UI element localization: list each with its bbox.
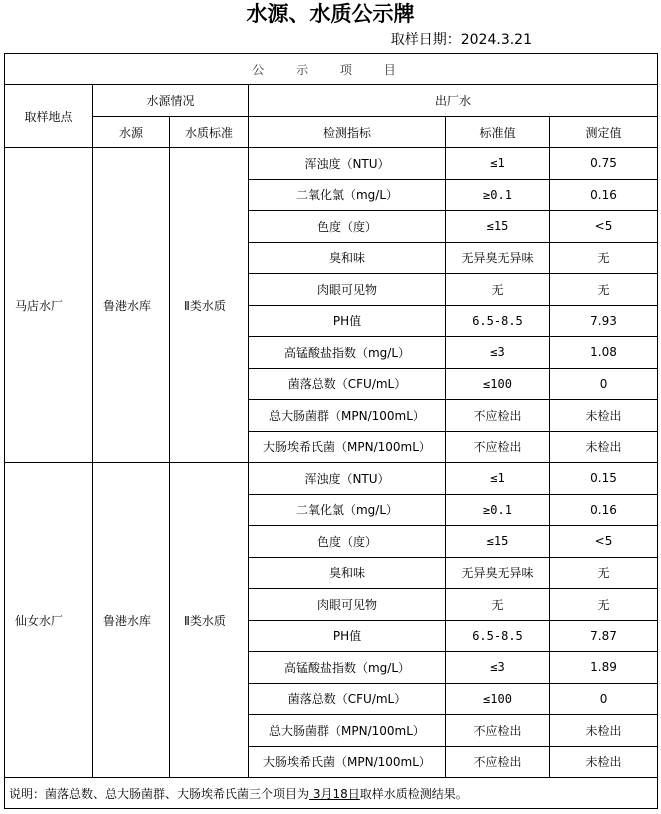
measured-value-cell: 7.93: [550, 305, 658, 337]
measured-value-cell: 未检出: [550, 400, 658, 432]
standard-value-cell: ≤1: [446, 463, 550, 495]
standard-value-cell: 无异臭无异味: [446, 242, 550, 274]
header-measured-value: 测定值: [550, 117, 658, 148]
standard-value-cell: ≤3: [446, 337, 550, 369]
measured-value-cell: 未检出: [550, 746, 658, 778]
public-items-header: 公 示 项 目: [5, 54, 658, 85]
standard-value-cell: 不应检出: [446, 715, 550, 747]
header-indicator: 检测指标: [249, 117, 446, 148]
indicator-cell: 臭和味: [249, 242, 446, 274]
standard-value-cell: 6.5-8.5: [446, 620, 550, 652]
indicator-cell: 高锰酸盐指数（mg/L）: [249, 337, 446, 369]
indicator-cell: PH值: [249, 620, 446, 652]
standard-value-cell: ≥0.1: [446, 494, 550, 526]
measured-value-cell: 未检出: [550, 431, 658, 463]
header-output-water: 出厂水: [249, 85, 658, 117]
measured-value-cell: 未检出: [550, 715, 658, 747]
standard-value-cell: ≤3: [446, 652, 550, 684]
measured-value-cell: 无: [550, 557, 658, 589]
plant-source: 鲁港水库: [93, 148, 170, 463]
sampling-date: 取样日期：2024.3.21: [390, 32, 532, 48]
measured-value-cell: 1.08: [550, 337, 658, 369]
indicator-cell: 高锰酸盐指数（mg/L）: [249, 652, 446, 684]
indicator-cell: PH值: [249, 305, 446, 337]
indicator-cell: 大肠埃希氏菌（MPN/100mL）: [249, 431, 446, 463]
measured-value-cell: 7.87: [550, 620, 658, 652]
indicator-cell: 总大肠菌群（MPN/100mL）: [249, 715, 446, 747]
indicator-cell: 菌落总数（CFU/mL）: [249, 683, 446, 715]
note-suffix: 取样水质检测结果。: [359, 786, 468, 801]
header-quality-standard: 水质标准: [170, 117, 249, 148]
indicator-cell: 臭和味: [249, 557, 446, 589]
standard-value-cell: 6.5-8.5: [446, 305, 550, 337]
measured-value-cell: 0.75: [550, 148, 658, 180]
header-site: 取样地点: [5, 85, 93, 148]
standard-value-cell: ≤100: [446, 368, 550, 400]
indicator-cell: 色度（度）: [249, 211, 446, 243]
standard-value-cell: ≥0.1: [446, 179, 550, 211]
note-text: [5, 778, 658, 809]
plant-standard: Ⅱ类水质: [170, 463, 249, 778]
measured-value-cell: 0.16: [550, 179, 658, 211]
standard-value-cell: 无: [446, 589, 550, 621]
header-source: 水源: [93, 117, 170, 148]
standard-value-cell: 无异臭无异味: [446, 557, 550, 589]
indicator-cell: 菌落总数（CFU/mL）: [249, 368, 446, 400]
table-row: [5, 463, 658, 495]
measured-value-cell: 无: [550, 274, 658, 306]
plant-site: 马店水厂: [5, 148, 93, 463]
measured-value-cell: 无: [550, 242, 658, 274]
measured-value-cell: <5: [550, 526, 658, 558]
indicator-cell: 色度（度）: [249, 526, 446, 558]
indicator-cell: 二氧化氯（mg/L）: [249, 494, 446, 526]
note-date: 3月18日: [309, 786, 360, 801]
measured-value-cell: 1.89: [550, 652, 658, 684]
measured-value-cell: 0: [550, 368, 658, 400]
water-quality-table: [4, 53, 658, 809]
measured-value-cell: 0.15: [550, 463, 658, 495]
standard-value-cell: ≤1: [446, 148, 550, 180]
standard-value-cell: ≤15: [446, 211, 550, 243]
note-row: [5, 778, 658, 809]
header-standard-value: 标准值: [446, 117, 550, 148]
standard-value-cell: ≤100: [446, 683, 550, 715]
note-prefix: 说明：菌落总数、总大肠菌群、大肠埃希氏菌三个项目为: [9, 786, 310, 801]
measured-value-cell: 0.16: [550, 494, 658, 526]
indicator-cell: 大肠埃希氏菌（MPN/100mL）: [249, 746, 446, 778]
measured-value-cell: <5: [550, 211, 658, 243]
standard-value-cell: ≤15: [446, 526, 550, 558]
plant-site: 仙女水厂: [5, 463, 93, 778]
standard-value-cell: 不应检出: [446, 400, 550, 432]
indicator-cell: 二氧化氯（mg/L）: [249, 179, 446, 211]
indicator-cell: 总大肠菌群（MPN/100mL）: [249, 400, 446, 432]
indicator-cell: 肉眼可见物: [249, 589, 446, 621]
indicator-cell: 浑浊度（NTU）: [249, 463, 446, 495]
header-source-info: 水源情况: [93, 85, 249, 117]
plant-source: 鲁港水库: [93, 463, 170, 778]
standard-value-cell: 不应检出: [446, 431, 550, 463]
measured-value-cell: 0: [550, 683, 658, 715]
table-row: [5, 148, 658, 180]
standard-value-cell: 无: [446, 274, 550, 306]
measured-value-cell: 无: [550, 589, 658, 621]
standard-value-cell: 不应检出: [446, 746, 550, 778]
page-title: 水源、水质公示牌: [246, 2, 415, 26]
plant-standard: Ⅱ类水质: [170, 148, 249, 463]
indicator-cell: 浑浊度（NTU）: [249, 148, 446, 180]
indicator-cell: 肉眼可见物: [249, 274, 446, 306]
